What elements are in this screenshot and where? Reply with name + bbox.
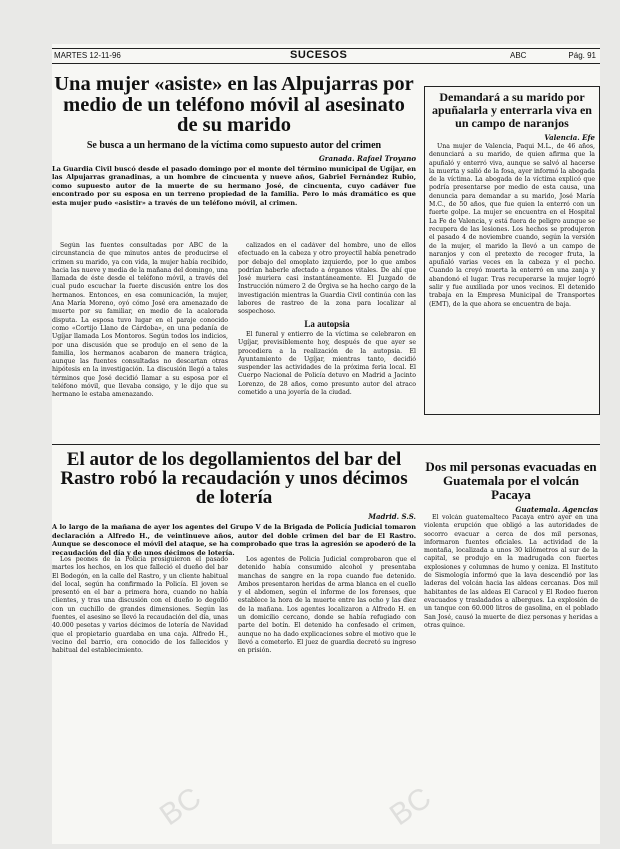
article-1-headline: Una mujer «asiste» en las Alpujarras por medio de un teléfono móvil al asesinato de su marido bbox=[54, 73, 414, 136]
watermark-mark: BC bbox=[384, 781, 438, 833]
article-1-subhead: Se busca a un hermano de la víctima como supuesto autor del crimen bbox=[86, 139, 382, 151]
side-article bbox=[424, 86, 600, 415]
article-2-col2 bbox=[238, 556, 416, 842]
page-number: Pág. 91 bbox=[568, 51, 596, 60]
page-header bbox=[52, 48, 600, 64]
article-2-headline: El autor de los degollamientos del bar del Rastro robó la recaudación y unos décimos de lotería bbox=[60, 449, 408, 508]
article-1-col2 bbox=[238, 242, 416, 440]
watermark-mark: BC bbox=[154, 781, 208, 833]
article-1-col2b-text: El funeral y entierro de la víctima se celebraron en Ugíjar, previsiblemente hoy, después de que ayer se procediera a la realización de la autopsia. El Ayuntamiento de Ugíjar, mientras tanto, decidió suspender las actividades de la próxima feria local. El Cuerpo Nacional de Policía detuvo en Madrid a Jacinto Lorenzo, de 28 años, como presunto autor del atraco cometido a una joyería de la ciudad. bbox=[238, 330, 416, 397]
article-1-byline: Granada. Rafael Troyano bbox=[318, 153, 416, 163]
article-2-col1 bbox=[52, 556, 228, 842]
volcano-text-block bbox=[424, 514, 598, 844]
article-2-lead: A lo largo de la mañana de ayer los agentes del Grupo V de la Brigada de Policía Judicial tomaron declaración a Alfredo H., de veintinueve años, autor del doble crimen del bar de El Rastro. Aunque se desconoce el móvil del ataque, se ha comprobado que tras la agresión se apoderó de la recaudación del día y de unos décimos de lotería. bbox=[52, 523, 416, 557]
header-paper: ABC bbox=[510, 51, 527, 60]
article-2-col1-text: Los peones de la Policía prosiguieron el pasado martes los hechos, en los que falleció el dueño del bar El Bodegón, en la calle del Rastro, y un cliente habitual del local, según ha confirmado la Policía. El joven se presentó en el bar a primera hora, cuando no había clientes, y tras una discusión con el dueño lo degolló con un cuchillo de grandes dimensiones. Según las fuentes, el asesino se llevó la recaudación del día, unas 40.000 pesetas y varios décimos de lotería de Navidad que el propietario guardaba en una caja. Alfredo H., vecino del barrio, era conocido de los fallecidos y habitual del establecimiento. bbox=[52, 556, 228, 655]
newspaper-page bbox=[52, 44, 600, 844]
volcano-text: El volcán guatemalteco Pacaya entró ayer en una violenta erupción que obligó a las autoridades de socorro evacuar a cerca de dos mil personas, informaron fuentes oficiales. La actividad de la montaña, localizada a unos 30 kilómetros al sur de la capital, se produjo en la madrugada con fuertes explosiones y columnas de humo y ceniza. El Instituto de Sismología informó que la lava descendió por las laderas del volcán hacia las aldeas cercanas. Dos mil habitantes de las aldeas El Caracol y El Rodeo fueron evacuados y trasladados a albergues. La explosión de un tanque con 60.000 litros de gasolina, en el poblado San José, causó la muerte de diez personas y heridas a otras quince. bbox=[424, 514, 598, 629]
autopsy-subhead: La autopsia bbox=[304, 318, 350, 329]
side-byline: Valencia. Efe bbox=[544, 133, 595, 142]
side-text: Una mujer de Valencia, Paqui M.L., de 46 años, denunciará a su marido, de quien afirma que la apuñaló y enterró viva, aunque se salvó al hacerse la muerta y salió de la fosa, ayer informó la abogada de la víctima. La abogada de la víctima explicó que podría presentarse por medio de esta causa, una denuncia para demandar a su marido, José María M.C., de 50 años, que fue quien la enterró con un fuerte golpe. La mujer se encuentra en el Hospital La Fe de Valencia, y está fuera de peligro aunque se recupera de las lesiones. Los hechos se produjeron el pasado 4 de noviembre cuando, según la versión de la mujer, el marido la llevó a un campo de naranjos y con el pretexto de recoger fruta, la apuñaló varias veces en la cabeza y el pecho. Cuando la creyó muerta la enterró en una zanja y abandonó el lugar. Tras recuperarse la mujer logró salir y fue auxiliada por unos vecinos. El detenido trabaja en la Empresa Municipal de Transportes (EMT), de la que ahora se encuentra de baja. bbox=[429, 143, 595, 308]
article-2-col2-text: Los agentes de Policía Judicial comprobaron que el detenido había consumido alcohol y presentaba manchas de sangre en la ropa cuando fue detenido. Ambos presentaron heridas de arma blanca en el cuello y el abdomen, según el informe de los forenses, que establece la hora de la muerte entre las ocho y las diez de la mañana. Los agentes localizaron a Alfredo H. en un domicilio cercano, donde se había refugiado con parte del botín. El detenido ha confesado el crimen, aunque no ha dado explicaciones sobre el motivo que le llevó a cometerlo. El juez de guardia decretó su ingreso en prisión. bbox=[238, 556, 416, 655]
header-date: MARTES 12-11-96 bbox=[54, 51, 121, 60]
section-title: SUCESOS bbox=[290, 49, 348, 61]
volcano-byline: Guatemala. Agencias bbox=[515, 505, 598, 514]
side-text-block bbox=[425, 142, 599, 414]
volcano-headline: Dos mil personas evacuadas en Guatemala por el volcán Pacaya bbox=[425, 459, 597, 502]
article-1 bbox=[52, 74, 416, 241]
article-1-lead: La Guardia Civil buscó desde el pasado domingo por el monte del término municipal de Ugíjar, en las Alpujarras granadinas, a un hombre de cincuenta y nueve años, Gabriel Fernández Rubio, como supuesto autor de la muerte de su hermano José, de cincuenta, cuyo cadáver fue encontrado por su esposa en un terreno propiedad de la familia. Pero lo más dramático es que esta mujer pudo «asistir» a través de un teléfono móvil, al crimen. bbox=[52, 164, 416, 207]
article-1-col2-text: calizados en el cadáver del hombre, uno de ellos efectuado en la cabeza y otro proyectil había penetrado por debajo del omoplato izquierdo, por lo que ambos podrían haberle afectado a órganos vitales. De ahí que José muriera casi instantáneamente. El Juzgado de Instrucción número 2 de Órgiva se ha hecho cargo de la investigación mientras la Guardia Civil continúa con las labores de rastreo de la zona para localizar al sospechoso. bbox=[238, 242, 416, 316]
side-headline: Demandará a su marido por apuñalarla y enterrarla viva en un campo de naranjos bbox=[432, 90, 592, 130]
article-1-col1-text: Según las fuentes consultadas por ABC de la circunstancia de que minutos antes de producirse el crimen su marido, ya con vida, la mujer había recibido, hacia las nueve y media de la mañana del domingo, una llamada de éste desde el teléfono móvil, a través del cual pudo escuchar la fuerte discusión entre los dos hermanos. Entonces, en esa comunicación, la mujer, Ana María Moreno, oyó cómo José era amenazado de muerte por su familiar, en medio de la acalorada disputa. La esposa tuvo lugar en el paraje conocido como «Cortijo Llano de Cárdoba», en una pedanía de Ugíjar llamada Los Montoros. Según todos los indicios, por una discusión que se produjo en el seno de la familia, los hermanos acabaron de manera trágica, aunque las fuentes consultadas no descartan otras hipótesis en la investigación. La discusión llegó a tales términos que José decidió llamar a su esposa por el teléfono móvil, que llevaba consigo, y le dijo que su hermano le estaba amenazando. bbox=[52, 242, 228, 399]
article-2-byline: Madrid. S.S. bbox=[368, 512, 416, 521]
section-divider bbox=[52, 444, 600, 445]
volcano-article bbox=[424, 456, 598, 844]
article-1-col1 bbox=[52, 242, 228, 440]
